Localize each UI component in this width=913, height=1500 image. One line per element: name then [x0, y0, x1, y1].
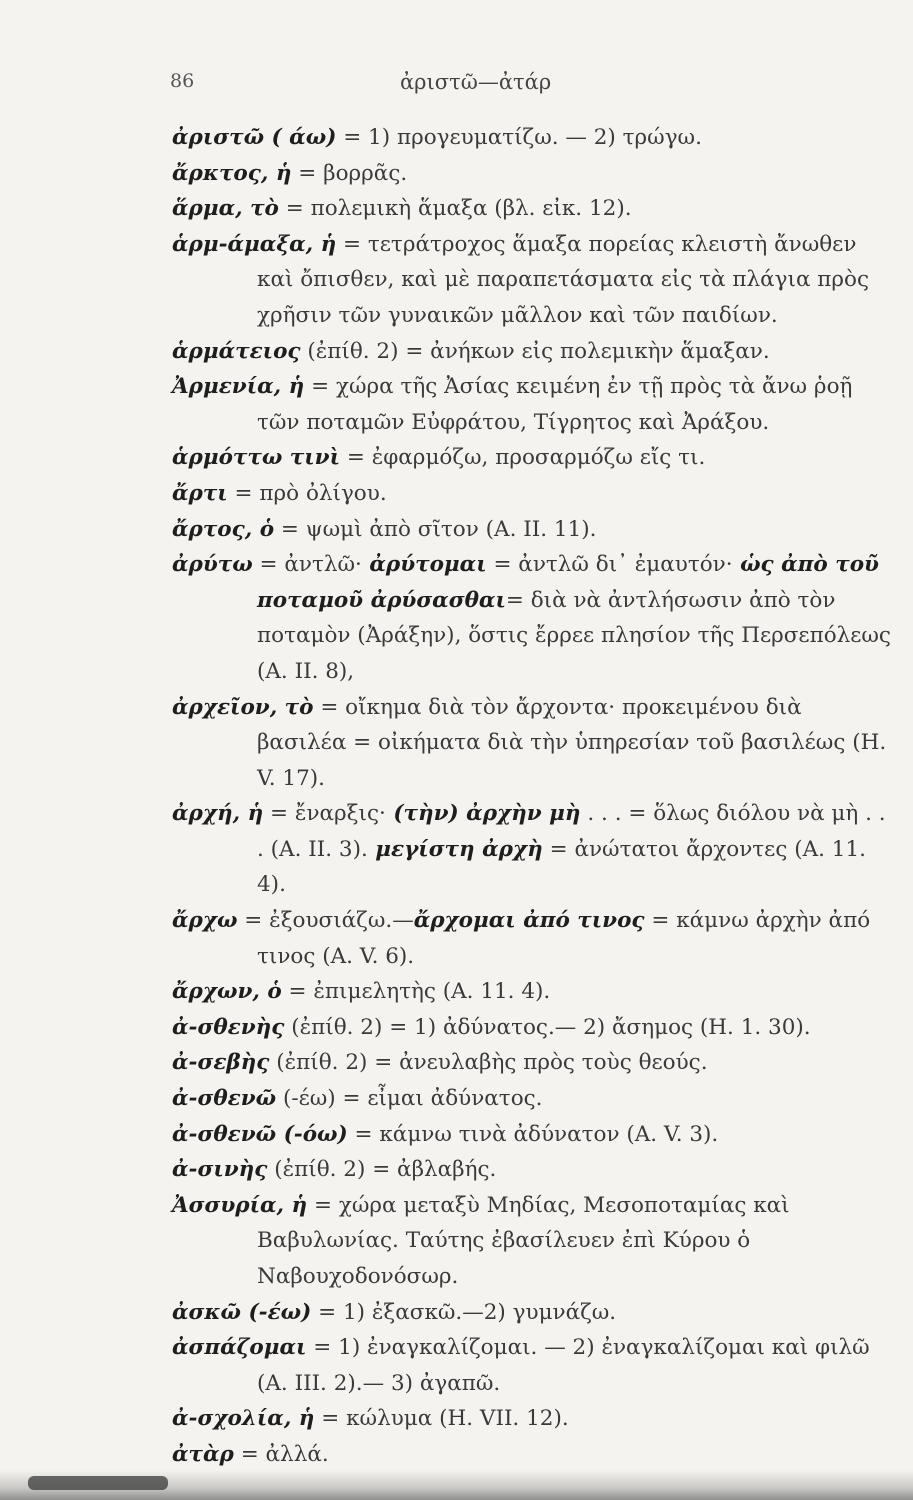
- entry-headword: ἁρμόττω τινὶ: [172, 445, 341, 471]
- entry-definition: = χώρα τῆς Ἀσίας κειμένη ἐν τῇ πρὸς τὰ ἄνω ῥοῇ τῶν ποταμῶν Εὐφράτου, Τίγρητος καὶ Ἀράξου.: [257, 374, 853, 435]
- entry-headword: ἀρχεῖον, τὸ: [172, 694, 314, 720]
- entry-definition: = ἐπιμελητὴς (Α. 11. 4).: [281, 979, 551, 1005]
- dictionary-entries: [172, 120, 892, 1473]
- entry-gloss: . . . = ὅλως διόλου νὰ μὴ . . . (Α. ΙΙ. 3).: [257, 801, 886, 862]
- running-head: ἀριστῶ—ἀτάρ: [400, 70, 552, 94]
- entry-headword: ἀριστῶ ( άω): [172, 125, 337, 150]
- page-header: [170, 70, 730, 100]
- entry-definition: = ἐξουσιάζω.—: [237, 908, 414, 934]
- dictionary-entry: [172, 1081, 892, 1117]
- entry-headword: ἄρτος, ὁ: [172, 516, 275, 542]
- dictionary-entry: [172, 1330, 892, 1401]
- dictionary-entry: [172, 690, 892, 797]
- entry-definition: = πρὸ ὀλίγου.: [227, 480, 387, 506]
- dictionary-entry: [172, 120, 892, 156]
- entry-headword: ἅρμα, τὸ: [172, 196, 279, 222]
- entry-definition: = 1) ἐξασκῶ.—2) γυμνάζω.: [311, 1299, 617, 1325]
- entry-headword: ἀ-σθενὴς: [172, 1014, 285, 1040]
- entry-gloss: = ἀντλῶ δι᾽ ἐμαυτόν·: [486, 552, 733, 578]
- entry-headword: ἀρχή, ἡ: [172, 801, 264, 827]
- entry-headword: ἄρκτος, ἡ: [172, 160, 292, 186]
- entry-definition: (ἐπίθ. 2) = 1) ἀδύνατος.— 2) ἄσημος (Η. 1. 30).: [284, 1014, 811, 1040]
- dictionary-entry: [172, 334, 892, 370]
- dictionary-entry: [172, 1437, 892, 1473]
- entry-headword: ἁρμ-άμαξα, ἡ: [172, 231, 337, 257]
- entry-definition: (ἐπίθ. 2) = ἀνευλαβὴς πρὸς τοὺς θεούς.: [269, 1050, 708, 1076]
- dictionary-entry: [172, 156, 892, 192]
- entry-headword: ἀτὰρ: [172, 1441, 234, 1467]
- entry-headword: ἀ-σεβὴς: [172, 1050, 270, 1076]
- dictionary-entry: [172, 796, 892, 903]
- entry-headword: Ἀσσυρία, ἡ: [172, 1192, 308, 1218]
- dictionary-entry: [172, 1401, 892, 1437]
- entry-headword: ἁρμάτειος: [172, 338, 301, 364]
- dictionary-entry: [172, 191, 892, 227]
- dictionary-entry: [172, 1295, 892, 1331]
- entry-definition: (ἐπίθ. 2) = ἀνήκων εἰς πολεμικὴν ἅμαξαν.: [300, 338, 770, 364]
- dictionary-entry: [172, 440, 892, 476]
- entry-definition: = ψωμὶ ἀπὸ σῖτον (Α. ΙΙ. 11).: [274, 516, 597, 542]
- entry-definition: = 1) ἐναγκαλίζομαι. — 2) ἐναγκαλίζομαι καὶ φιλῶ (Α. ΙΙΙ. 2).— 3) ἀγαπῶ.: [257, 1335, 870, 1396]
- entry-definition: (ἐπίθ. 2) = ἀβλαβής.: [267, 1157, 497, 1183]
- entry-phrase: ἄρχομαι ἀπό τινος: [413, 908, 645, 934]
- entry-definition: = βορρᾶς.: [291, 160, 408, 186]
- entry-headword: ἀ-σθενῶ (-όω): [172, 1121, 348, 1147]
- entry-headword: ἄρχω: [172, 908, 238, 934]
- page-number: 86: [170, 70, 195, 92]
- entry-headword: ἀ-σινὴς: [172, 1157, 268, 1183]
- entry-headword: ἀσκῶ (-έω): [172, 1299, 312, 1325]
- entry-headword: ἀσπάζομαι: [172, 1335, 307, 1361]
- entry-headword: ἀ-σθενῶ: [172, 1086, 277, 1112]
- dictionary-entry: [172, 974, 892, 1010]
- dictionary-entry: [172, 547, 892, 689]
- scan-mark: [28, 1476, 168, 1490]
- entry-definition: = οἴκημα διὰ τὸν ἄρχοντα· προκειμένου διὰ βασιλέα = οἰκήματα διὰ τὴν ὑπηρεσίαν τοῦ βασιλέως (Η. V. 17).: [257, 694, 887, 791]
- dictionary-entry: [172, 476, 892, 512]
- dictionary-entry: [172, 369, 892, 440]
- entry-phrase: ὡς ἀπὸ τοῦ ποταμοῦ ἀρύσασθαι: [257, 552, 879, 613]
- dictionary-entry: [172, 1188, 892, 1295]
- dictionary-entry: [172, 1117, 892, 1153]
- dictionary-entry: [172, 1152, 892, 1188]
- dictionary-entry: [172, 1045, 892, 1081]
- entry-definition: = χώρα μεταξὺ Μηδίας, Μεσοποταμίας καὶ Βαβυλωνίας. Ταύτης ἐβασίλευεν ἐπὶ Κύρου ὁ Ναβουχοδονόσωρ.: [257, 1192, 790, 1289]
- entry-definition: = ἐφαρμόζω, προσαρμόζω εἴς τι.: [340, 445, 706, 471]
- entry-definition: = ἀντλῶ·: [252, 552, 362, 578]
- entry-definition: = ἔναρξις·: [263, 801, 386, 827]
- dictionary-entry: [172, 227, 892, 334]
- entry-phrase: ἀρύτομαι: [361, 552, 487, 578]
- entry-gloss: = ἀνώτατοι ἄρχοντες (Α. 11. 4).: [257, 836, 866, 898]
- entry-headword: ἀρύτω: [172, 552, 253, 578]
- entry-phrase: μεγίστη ἀρχὴ: [367, 836, 543, 862]
- entry-headword: ἀ-σχολία, ἡ: [172, 1406, 315, 1432]
- entry-definition: = κάμνω τινὰ ἀδύνατον (Α. V. 3).: [347, 1121, 719, 1147]
- dictionary-entry: [172, 903, 892, 974]
- entry-definition: = ἀλλά.: [233, 1441, 329, 1467]
- entry-headword: ἄρχων, ὁ: [172, 979, 282, 1005]
- entry-headword: Ἀρμενία, ἡ: [172, 374, 305, 400]
- entry-definition: = πολεμικὴ ἅμαξα (βλ. εἰκ. 12).: [278, 196, 632, 222]
- entry-definition: = 1) προγευματίζω. — 2) τρώγω.: [336, 125, 702, 150]
- entry-definition: = κώλυμα (Η. VII. 12).: [314, 1406, 569, 1432]
- dictionary-entry: [172, 1010, 892, 1046]
- entry-gloss: = κάμνω ἀρχὴν ἀπό τινος (Α. V. 6).: [257, 908, 871, 969]
- entry-gloss: = διὰ νὰ ἀντλήσωσιν ἀπὸ τὸν ποταμὸν (Ἀράξην), ὅστις ἔρρεε πλησίον τῆς Περσεπόλεως (Α. ΙΙ. 8),: [257, 587, 891, 684]
- entry-definition: = τετράτροχος ἅμαξα πορείας κλειστὴ ἄνωθεν καὶ ὄπισθεν, καὶ μὲ παραπετάσματα εἰς τὰ πλάγια πρὸς χρῆσιν τῶν γυναικῶν μᾶλλον καὶ τῶν παιδίων.: [257, 231, 870, 328]
- dictionary-entry: [172, 512, 892, 548]
- entry-definition: (-έω) = εἶμαι ἀδύνατος.: [276, 1086, 543, 1112]
- entry-headword: ἄρτι: [172, 480, 228, 506]
- entry-phrase: (τὴν) ἀρχὴν μὴ: [385, 801, 581, 827]
